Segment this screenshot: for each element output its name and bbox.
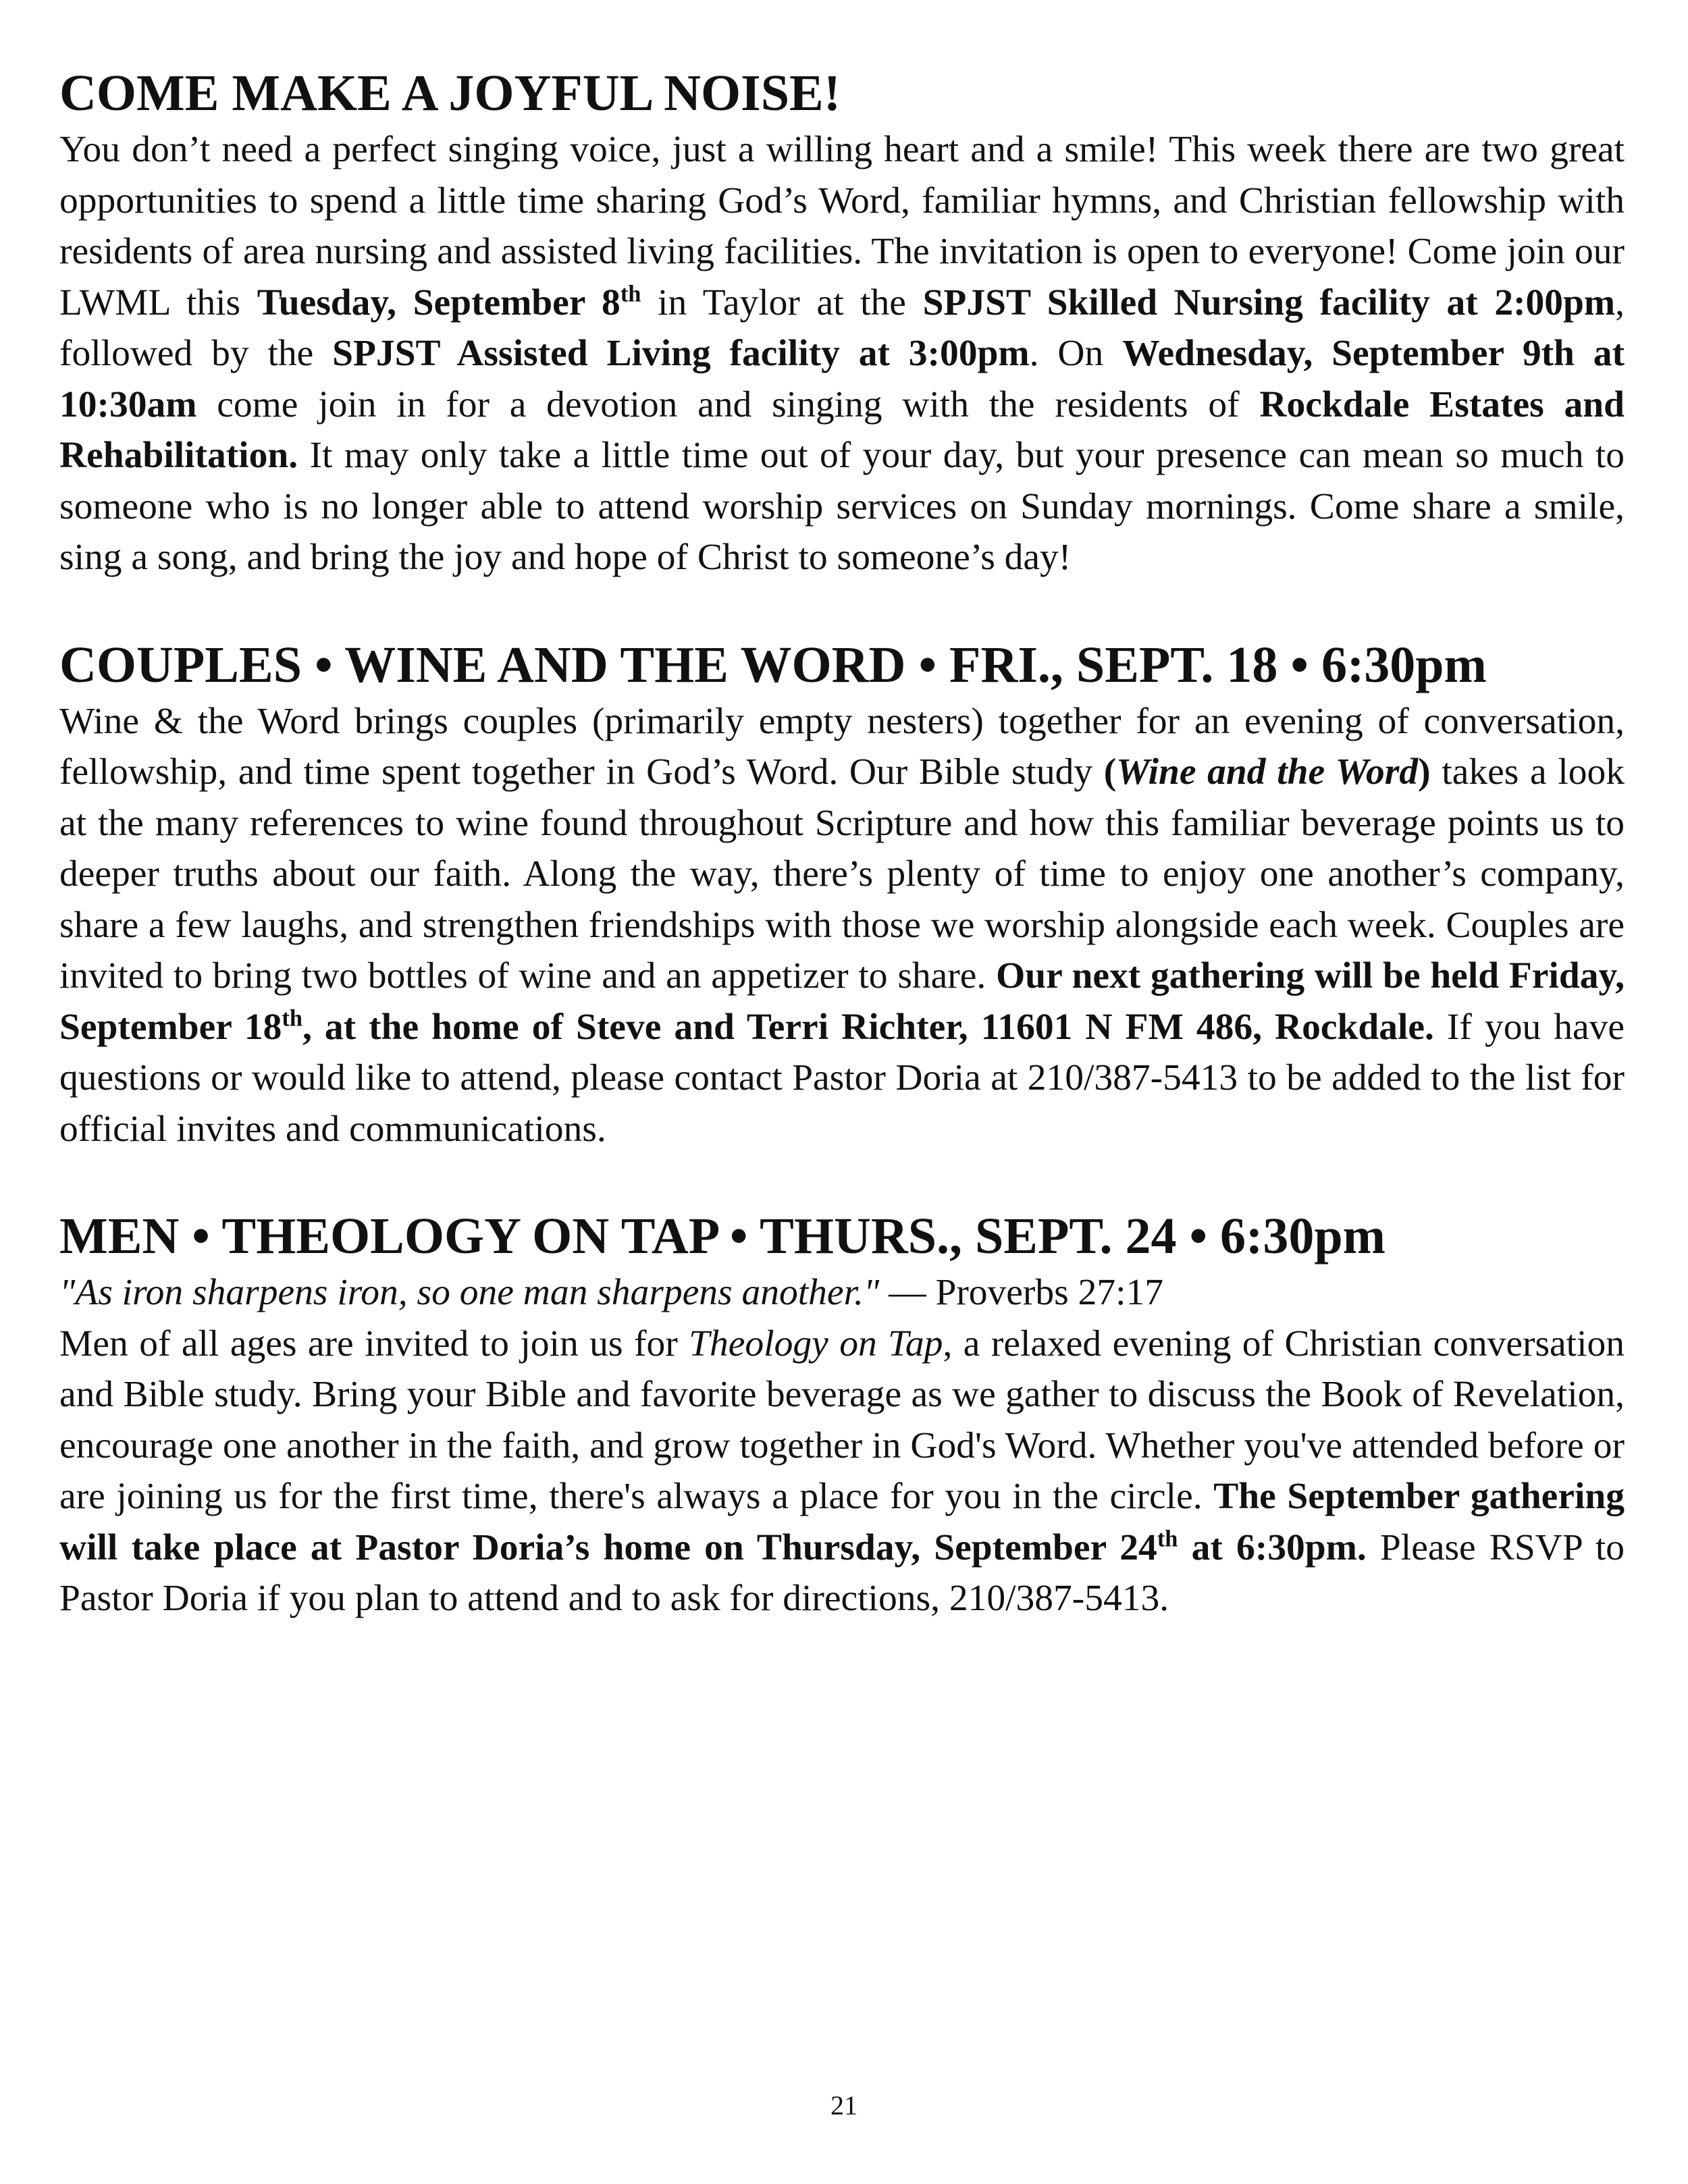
body-text: Men of all ages are invited to join us for — [59, 1323, 689, 1364]
scripture-quote — [59, 1267, 1625, 1319]
ordinal-suffix: th — [620, 281, 641, 307]
section-heading: MEN • THEOLOGY ON TAP • THURS., SEPT. 24 • 6:30pm — [59, 1208, 1386, 1264]
body-bold-text: , at the home of Steve and Terri Richter, 11601 N FM 486, Rockdale. — [302, 1006, 1434, 1048]
body-bold-text: at 6:30pm. — [1178, 1526, 1367, 1568]
newsletter-page — [59, 62, 1625, 1624]
body-text: If you have questions or would like to attend, please contact Pastor Doria at 210/387-5413 to be added to the list for official invites and communications. — [59, 1006, 1625, 1150]
section-body — [59, 124, 1625, 583]
section-heading: COUPLES • WINE AND THE WORD • FRI., SEPT. 18 • 6:30pm — [59, 636, 1487, 693]
section-spacer — [59, 583, 1625, 634]
section-joyful-noise — [59, 62, 1625, 583]
section-heading: COME MAKE A JOYFUL NOISE! — [59, 65, 841, 122]
body-bold-text: Tuesday, September 8 — [257, 282, 621, 323]
study-title: Wine and the Word — [1116, 751, 1419, 793]
body-text: . On — [1029, 333, 1123, 374]
section-theology-on-tap — [59, 1205, 1625, 1624]
body-bold: Rockdale Estates and Rehabilitation. — [59, 383, 1625, 476]
body-text: , a relaxed evening of Christian conversation and Bible study. Bring your Bible and favorite beverage as we gather to discuss the Book of Revelation, encourage one another in the faith, and grow together in God's Word. Whether you've attended before or are joining us for the first time, there's always a place for you in the circle. — [59, 1323, 1625, 1517]
section-body — [59, 1319, 1625, 1624]
body-bold-text: Our next gathering will be held Friday, September 18 — [59, 955, 1625, 1048]
section-wine-and-the-word — [59, 634, 1625, 1155]
ordinal-suffix: th — [1157, 1526, 1178, 1551]
quote-text: "As iron sharpens iron, so one man sharpens another." — [59, 1272, 880, 1313]
ordinal-suffix: th — [282, 1005, 302, 1031]
body-bold-italic — [1116, 751, 1418, 793]
body-bold: ( — [1103, 751, 1117, 793]
event-title: Theology on Tap — [689, 1323, 943, 1364]
body-text: takes a look at the many references to wine found throughout Scripture and how this familiar beverage points us to deeper truths about our faith. Along the way, there’s plenty of time to enjoy one another’s company, share a few laughs, and strengthen friendships with those we worship alongside each week. Couples are invited to bring two bottles of wine and an appetizer to share. — [59, 751, 1625, 996]
body-bold: SPJST Assisted Living facility at 3:00pm — [332, 333, 1030, 374]
section-spacer — [59, 1154, 1625, 1205]
body-text: You don’t need a perfect singing voice, just a willing heart and a smile! This week there are two great opportunities to spend a little time sharing God’s Word, familiar hymns, and Christian fellowship with residents of area nursing and assisted living facilities. The invitation is open to everyone! Come join our LWML this — [59, 129, 1625, 323]
body-bold-text: The September gathering will take place at Pastor Doria’s home on Thursday, September 24 — [59, 1476, 1625, 1568]
body-bold: Wednesday, September 9th at 10:30am — [59, 333, 1625, 425]
body-text: come join in for a devotion and singing with the residents of — [196, 383, 1260, 425]
body-text: It may only take a little time out of your day, but your presence can mean so much to someone who is no longer able to attend worship services on Sunday mornings. Come share a smile, sing a song, and bring the joy and hope of Christ to someone’s day! — [59, 435, 1625, 578]
body-text: in Taylor at the — [641, 282, 923, 323]
body-bold: ) — [1418, 751, 1431, 793]
page-number: 21 — [830, 2090, 858, 2121]
body-text: Please RSVP to Pastor Doria if you plan to attend and to ask for directions, 210/387-5413. — [59, 1526, 1625, 1619]
body-text: Wine & the Word brings couples (primarily empty nesters) together for an evening of conversation, fellowship, and time spent together in God’s Word. Our Bible study — [59, 700, 1625, 793]
body-text: , followed by the — [59, 282, 1625, 374]
body-bold — [257, 282, 641, 323]
quote-attribution: — Proverbs 27:17 — [879, 1272, 1164, 1313]
section-body — [59, 696, 1625, 1155]
body-bold: SPJST Skilled Nursing facility at 2:00pm — [922, 282, 1616, 323]
